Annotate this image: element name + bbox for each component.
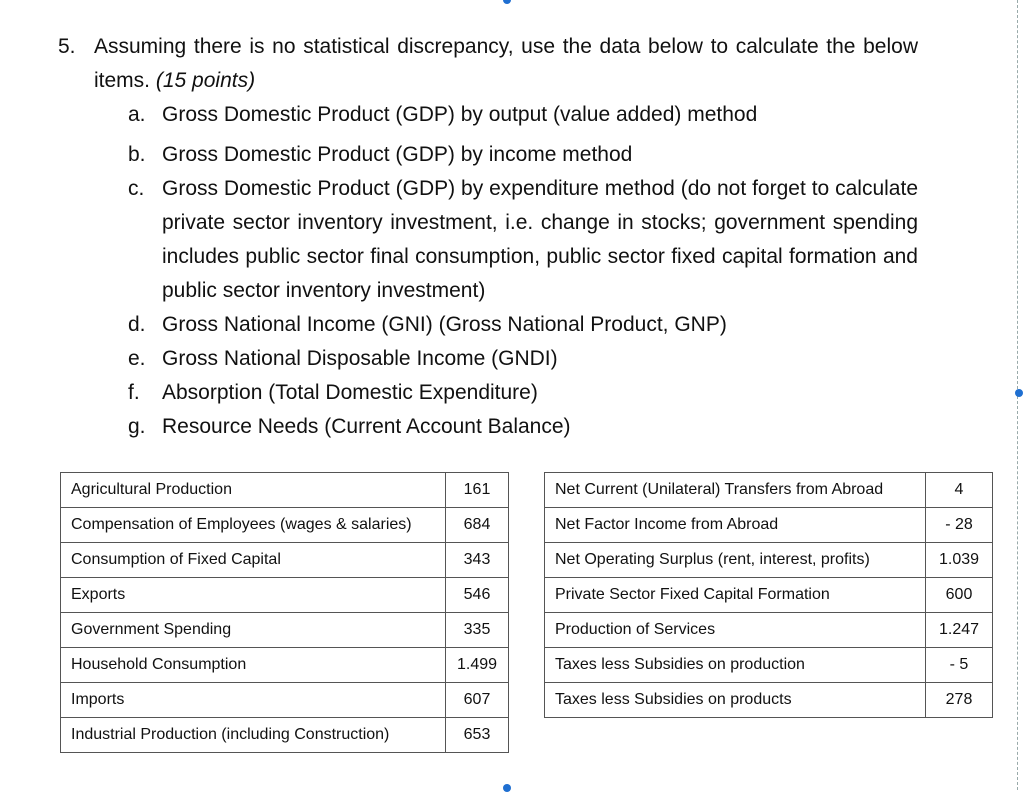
- item-label: e.: [128, 347, 146, 370]
- table-row: [545, 508, 993, 543]
- table-row: [61, 508, 509, 543]
- row-label: Net Factor Income from Abroad: [545, 508, 926, 543]
- table-row: [61, 613, 509, 648]
- table-row: [61, 683, 509, 718]
- question-prompt: Assuming there is no statistical discrepancy, use the data below to calculate the below items.: [94, 35, 918, 92]
- table-row: [545, 613, 993, 648]
- list-item: [128, 410, 918, 444]
- item-label: f.: [128, 381, 140, 404]
- row-label: Consumption of Fixed Capital: [61, 543, 446, 578]
- question-header: [58, 30, 918, 98]
- item-text: Gross Domestic Product (GDP) by income method: [162, 143, 633, 166]
- row-label: Agricultural Production: [61, 473, 446, 508]
- row-label: Private Sector Fixed Capital Formation: [545, 578, 926, 613]
- table-row: [61, 473, 509, 508]
- resize-handle-top[interactable]: [503, 0, 511, 4]
- row-label: Household Consumption: [61, 648, 446, 683]
- row-value: 546: [446, 578, 509, 613]
- resize-handle-bottom[interactable]: [503, 784, 511, 792]
- row-value: 607: [446, 683, 509, 718]
- row-value: 278: [926, 683, 993, 718]
- item-text: Absorption (Total Domestic Expenditure): [162, 381, 538, 404]
- list-item: [128, 172, 918, 308]
- table-row: [61, 578, 509, 613]
- item-label: b.: [128, 143, 146, 166]
- row-value: 1.039: [926, 543, 993, 578]
- item-text: Gross National Disposable Income (GNDI): [162, 347, 558, 370]
- resize-handle-right[interactable]: [1015, 389, 1023, 397]
- row-label: Compensation of Employees (wages & salaries): [61, 508, 446, 543]
- table-row: [61, 543, 509, 578]
- row-value: 335: [446, 613, 509, 648]
- item-label: g.: [128, 415, 146, 438]
- row-label: Production of Services: [545, 613, 926, 648]
- row-label: Net Operating Surplus (rent, interest, profits): [545, 543, 926, 578]
- question-text: [94, 30, 918, 98]
- row-label: Taxes less Subsidies on production: [545, 648, 926, 683]
- table-row: [545, 543, 993, 578]
- question-items: [58, 98, 918, 444]
- item-text: Gross Domestic Product (GDP) by expenditure method (do not forget to calculate private sector inventory investment, i.e. change in stocks; government spending includes public sector final consumption, public sector fixed capital formation and public sector inventory investment): [162, 177, 918, 302]
- table-row: [545, 683, 993, 718]
- row-value: 4: [926, 473, 993, 508]
- row-value: - 28: [926, 508, 993, 543]
- row-value: 653: [446, 718, 509, 753]
- list-item: [128, 376, 918, 410]
- list-item: [128, 308, 918, 342]
- list-item: [128, 98, 918, 132]
- row-value: 343: [446, 543, 509, 578]
- row-label: Imports: [61, 683, 446, 718]
- table-row: [61, 648, 509, 683]
- table-row: [61, 718, 509, 753]
- row-label: Exports: [61, 578, 446, 613]
- item-label: d.: [128, 313, 146, 336]
- row-label: Net Current (Unilateral) Transfers from Abroad: [545, 473, 926, 508]
- row-value: 161: [446, 473, 509, 508]
- item-text: Resource Needs (Current Account Balance): [162, 415, 571, 438]
- data-table-right: [544, 472, 993, 718]
- row-value: 1.247: [926, 613, 993, 648]
- question-block: [58, 30, 918, 444]
- row-value: 600: [926, 578, 993, 613]
- row-value: - 5: [926, 648, 993, 683]
- table-row: [545, 578, 993, 613]
- row-label: Taxes less Subsidies on products: [545, 683, 926, 718]
- table-row: [545, 648, 993, 683]
- question-points: (15 points): [155, 69, 256, 92]
- table-row: [545, 473, 993, 508]
- item-text: Gross Domestic Product (GDP) by output (value added) method: [162, 103, 758, 126]
- item-label: a.: [128, 103, 146, 126]
- row-value: 1.499: [446, 648, 509, 683]
- list-item: [128, 342, 918, 376]
- question-number: 5.: [58, 35, 76, 58]
- list-item: [128, 138, 918, 172]
- data-table-left: [60, 472, 509, 753]
- row-value: 684: [446, 508, 509, 543]
- item-text: Gross National Income (GNI) (Gross National Product, GNP): [162, 313, 727, 336]
- item-label: c.: [128, 177, 145, 200]
- row-label: Industrial Production (including Construction): [61, 718, 446, 753]
- row-label: Government Spending: [61, 613, 446, 648]
